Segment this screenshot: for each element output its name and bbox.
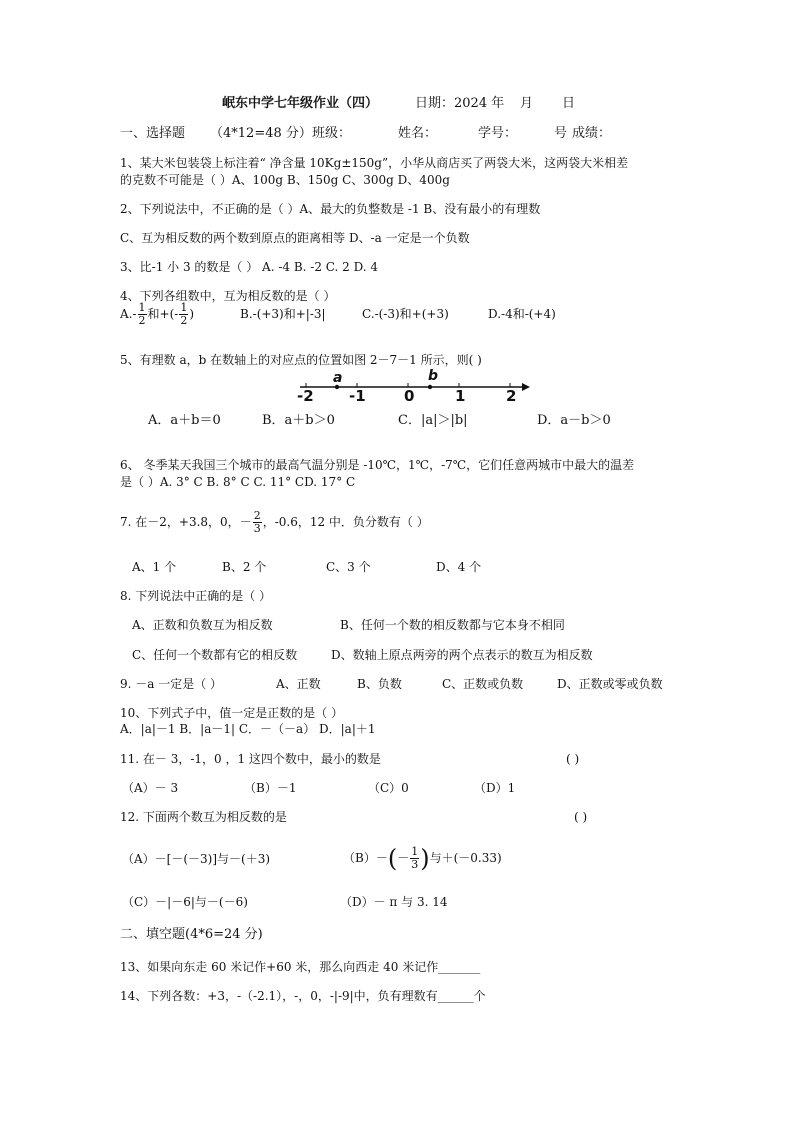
q12-option-d: （D）－ π 与 3. 14 (340, 895, 448, 909)
q9-stem: 9. －a 一定是（ ） (120, 677, 223, 691)
axis-label-minus2: -2 (297, 387, 314, 405)
class-label: 班级： (312, 126, 352, 141)
q12-b-prefix: （B）－ (343, 851, 388, 865)
q12-option-c: （C）－|－6|与－(－6) (122, 895, 248, 909)
q12-b-rparen: ) (420, 844, 430, 873)
point-b-label: b (428, 368, 439, 384)
grade-label: 成绩： (572, 126, 612, 141)
q13-text: 13、如果向东走 60 米记作+60 米，那么向西走 40 米记作_______ (120, 960, 481, 974)
name-label: 姓名： (398, 126, 438, 141)
q7-option-d: D、4 个 (436, 560, 482, 574)
point-b-dot (428, 385, 432, 389)
q4-option-b: B.-(+3)和+|-3| (240, 307, 326, 321)
q9-option-d: D、正数或零或负数 (557, 677, 663, 691)
q3-line: 3、比-1 小 3 的数是（ ） A. -4 B. -2 C. 2 D. 4 (120, 260, 379, 274)
q10-stem: 10、下列式子中，值一定是正数的是（ ） (120, 706, 344, 720)
q9-option-c: C、正数或负数 (442, 677, 524, 691)
q11-option-d: （D）1 (474, 781, 516, 795)
q7-suffix: ，-0.6，12 中．负分数有（ ） (262, 515, 429, 529)
q7-prefix: 7. 在－2，+3.8，0，－ (120, 515, 252, 529)
q11-answer-paren: ( ) (566, 752, 580, 766)
q12-b-suffix: 与＋(－0.33) (429, 851, 502, 865)
q6-line2: 是（ ）A. 3° C B. 8° C C. 11° CD. 17° C (120, 475, 356, 489)
q4-option-c: C.-(-3)和+(+3) (362, 307, 449, 321)
q11-option-b: （B）－1 (244, 781, 297, 795)
section2-heading: 二、填空题(4*6=24 分) (120, 927, 263, 942)
q10-options: A．|a|－1 B．|a－1| C．－（－a） D．|a|＋1 (120, 722, 376, 736)
q9-option-a: A、正数 (276, 677, 321, 691)
q8-option-d: D、数轴上原点两旁的两个点表示的数互为相反数 (331, 648, 593, 662)
q7-fraction: $\frac{2}{3}$ (253, 509, 261, 535)
day-label: 日 (562, 96, 576, 111)
number-line (290, 370, 540, 410)
worksheet-title: 岷东中学七年级作业（四） (222, 96, 379, 111)
q7-option-b: B、2 个 (222, 560, 267, 574)
q4-a-frac1: $\frac{1}{2}$ (138, 301, 146, 327)
q12-stem: 12. 下面两个数互为相反数的是 (120, 810, 287, 824)
month-label: 月 (520, 96, 534, 111)
q4-option-d: D.-4和-(+4) (488, 307, 556, 321)
number-line-arrow (522, 383, 530, 391)
q8-option-a: A、正数和负数互为相反数 (132, 618, 273, 632)
q5-option-b: B．a＋b＞0 (262, 413, 335, 428)
axis-label-2: 2 (506, 387, 517, 405)
q7-stem (120, 508, 429, 536)
q9-option-b: B、负数 (357, 677, 402, 691)
q4-option-a (120, 301, 194, 327)
q4-a-mid: 和+(- (147, 307, 179, 321)
q4-a-suffix: ) (189, 307, 195, 321)
q7-option-c: C、3 个 (326, 560, 371, 574)
q7-option-a: A、1 个 (132, 560, 177, 574)
q4-a-frac2: $\frac{1}{2}$ (180, 301, 188, 327)
q12-b-fraction: $\frac{1}{3}$ (411, 845, 419, 871)
q11-option-a: （A）－ 3 (122, 781, 179, 795)
q8-option-c: C、任何一个数都有它的相反数 (132, 648, 298, 662)
q14-text: 14、下列各数：+3，-（-2.1），-，0，-|-9|中，负有理数有______个 (120, 989, 486, 1003)
q12-option-b: （B）－(－ $\frac{1}{3}$ )与＋(－0.33) (343, 844, 502, 873)
axis-label-1: 1 (455, 387, 466, 405)
q6-line1: 6、 冬季某天我国三个城市的最高气温分别是 -10℃，1℃，-7℃，它们任意两城市中最大的温差 (120, 458, 635, 472)
q8-option-b: B、任何一个数的相反数都与它本身不相同 (340, 618, 565, 632)
section1-score: （4*12=48 分） (210, 126, 312, 141)
q8-stem: 8. 下列说法中正确的是（ ） (120, 589, 272, 603)
q2-line2: C、互为相反数的两个数到原点的距离相等 D、-a 一定是一个负数 (120, 231, 470, 245)
axis-label-minus1: -1 (349, 387, 366, 405)
q12-b-lparen: ( (387, 844, 398, 873)
q1-line1: 1、某大米包装袋上标注着“ 净含量 10Kg±150g”，小华从商店买了两袋大米，这两袋大米相差 (120, 156, 629, 170)
q1-line2: 的克数不可能是（ ）A、100g B、150g C、300g D、400g (120, 173, 450, 187)
student-no-label: 学号： (478, 126, 518, 141)
q5-option-c: C．|a|＞|b| (398, 413, 468, 428)
section1-heading: 一、选择题 (120, 126, 186, 141)
q2-line1: 2、下列说法中，不正确的是（ ）A、最大的负整数是 -1 B、没有最小的有理数 (120, 202, 541, 216)
q4-stem: 4、下列各组数中，互为相反数的是（ ） (120, 289, 336, 303)
date-label: 日期：2024 年 (415, 96, 505, 111)
q11-stem: 11. 在－ 3，-1，0 ，1 这四个数中，最小的数是 (120, 752, 381, 766)
q12-option-a: （A）－[－(－3)]与－(＋3) (122, 852, 271, 866)
point-a-label: a (333, 370, 343, 386)
q5-option-d: D．a－b＞0 (537, 413, 611, 428)
q12-answer-paren: ( ) (574, 810, 588, 824)
q11-option-c: （C）0 (368, 781, 409, 795)
q5-option-a: A．a＋b＝0 (148, 413, 221, 428)
q4-a-prefix: A.- (120, 307, 137, 321)
axis-label-0: 0 (404, 387, 415, 405)
q5-stem: 5、有理数 a，b 在数轴上的对应点的位置如图 2－7－1 所示，则( ) (120, 353, 482, 367)
no-label: 号 (554, 126, 568, 141)
